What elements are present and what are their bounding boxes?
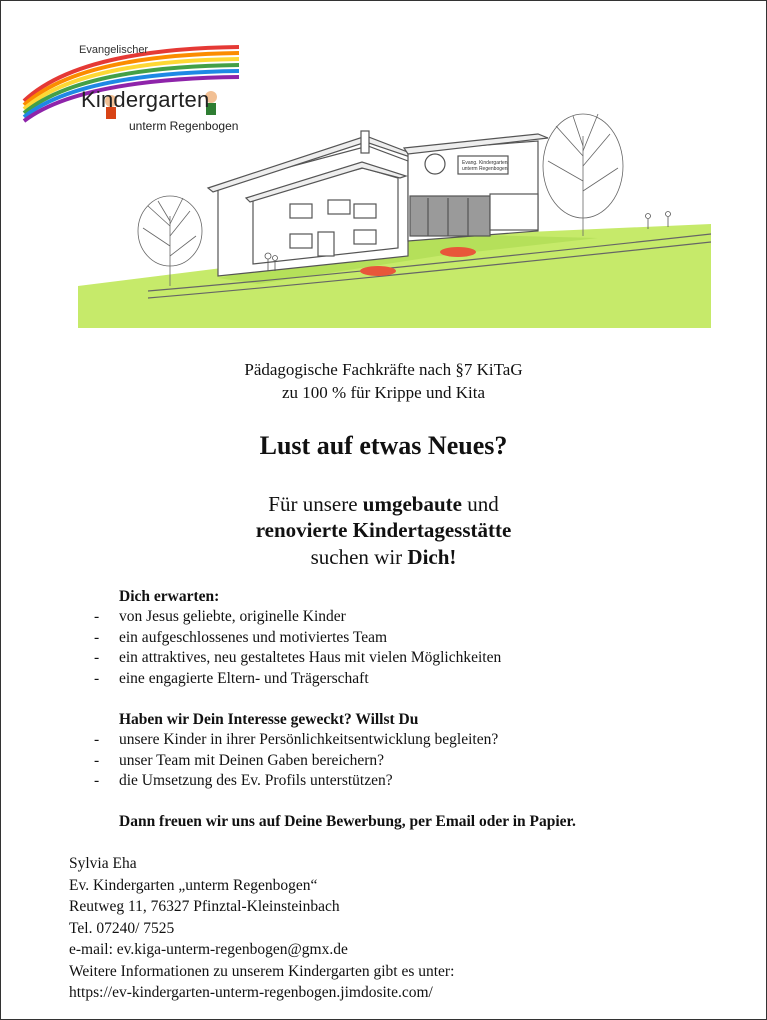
contact-address: Reutweg 11, 76327 Pfinztal-Kleinsteinbach (69, 898, 340, 915)
website-link[interactable]: https://ev-kindergarten-unterm-regenbogen.jimdosite.com/ (69, 984, 433, 1001)
lead-line-3: suchen wir Dich! (310, 545, 457, 569)
lead-line-2: renovierte Kindertagesstätte (255, 518, 512, 542)
list-item: - unser Team mit Deinen Gaben bereichern? (94, 751, 734, 772)
flower-bed (360, 266, 396, 276)
offer-heading: Dich erwarten: (119, 588, 220, 605)
offer-section (94, 586, 734, 689)
building-illustration (78, 106, 711, 328)
list-item: - ein aufgeschlossenes und motiviertes Team (94, 628, 734, 649)
list-item: - die Umsetzung des Ev. Profils unterstützen? (94, 771, 734, 792)
list-item: - von Jesus geliebte, originelle Kinder (94, 607, 734, 628)
position-line-1: Pädagogische Fachkräfte nach §7 KiTaG (244, 360, 523, 379)
list-item: - unsere Kinder in ihrer Persönlichkeitsentwicklung begleiten? (94, 730, 734, 751)
flower-bed (440, 247, 476, 257)
sign-text-1: Evang. Kindergarten (462, 160, 508, 166)
contact-info: Weitere Informationen zu unserem Kindergarten gibt es unter: (69, 962, 455, 980)
interest-section (94, 709, 734, 792)
list-item: - ein attraktives, neu gestaltetes Haus mit vielen Möglichkeiten (94, 648, 734, 669)
lead-line-1: Für unsere umgebaute und (268, 492, 499, 516)
headline: Lust auf etwas Neues? (259, 431, 508, 460)
contact-name: Sylvia Eha (69, 855, 137, 872)
contact-email[interactable]: e-mail: ev.kiga-unterm-regenbogen@gmx.de (69, 941, 348, 958)
logo-top-text: Evangelischer (79, 44, 149, 56)
position-line-2: zu 100 % für Krippe und Kita (281, 383, 485, 402)
list-item: - eine engagierte Eltern- und Trägerschaft (94, 669, 734, 690)
contact-org: Ev. Kindergarten „unterm Regenbogen“ (69, 876, 318, 894)
sign-text-2: unterm Regenbogen (462, 166, 508, 172)
contact-phone: Tel. 07240/ 7525 (69, 919, 175, 937)
logo-sub-text: unterm Regenbogen (129, 119, 239, 133)
logo-main-text: Kindergarten (81, 87, 210, 112)
contact-block (69, 853, 454, 1004)
interest-heading: Haben wir Dein Interesse geweckt? Willst Du (119, 711, 419, 728)
tree-right-icon (543, 114, 623, 236)
closing-statement: Dann freuen wir uns auf Deine Bewerbung, per Email oder in Papier. (119, 813, 576, 830)
